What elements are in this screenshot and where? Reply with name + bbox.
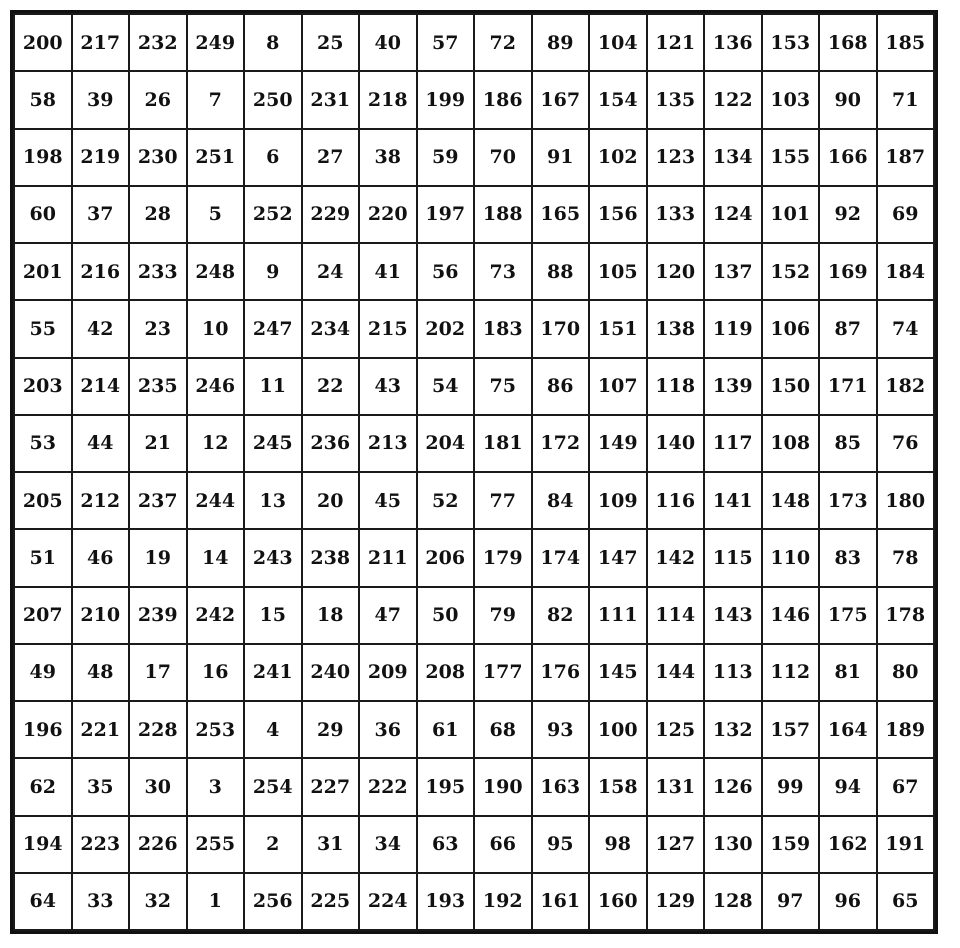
grid-cell: 255 (187, 816, 245, 873)
grid-cell: 196 (14, 701, 72, 758)
grid-cell: 154 (589, 71, 647, 128)
grid-cell: 6 (244, 129, 302, 186)
grid-cell: 125 (647, 701, 705, 758)
grid-cell: 164 (819, 701, 877, 758)
grid-cell: 178 (877, 587, 935, 644)
grid-cell: 131 (647, 758, 705, 815)
grid-cell: 167 (532, 71, 590, 128)
grid-cell: 91 (532, 129, 590, 186)
grid-cell: 192 (474, 873, 532, 930)
grid-cell: 173 (819, 472, 877, 529)
grid-cell: 5 (187, 186, 245, 243)
grid-cell: 51 (14, 529, 72, 586)
grid-cell: 120 (647, 243, 705, 300)
grid-row (14, 14, 934, 71)
grid-cell: 104 (589, 14, 647, 71)
magic-square-table (13, 13, 935, 931)
grid-cell: 87 (819, 300, 877, 357)
grid-cell: 216 (72, 243, 130, 300)
grid-cell: 19 (129, 529, 187, 586)
grid-cell: 221 (72, 701, 130, 758)
grid-cell: 163 (532, 758, 590, 815)
grid-row (14, 71, 934, 128)
grid-cell: 208 (417, 644, 475, 701)
grid-cell: 179 (474, 529, 532, 586)
grid-cell: 139 (704, 358, 762, 415)
grid-cell: 148 (762, 472, 820, 529)
grid-cell: 235 (129, 358, 187, 415)
grid-cell: 72 (474, 14, 532, 71)
grid-cell: 198 (14, 129, 72, 186)
grid-cell: 4 (244, 701, 302, 758)
grid-cell: 23 (129, 300, 187, 357)
grid-cell: 137 (704, 243, 762, 300)
grid-cell: 112 (762, 644, 820, 701)
grid-cell: 111 (589, 587, 647, 644)
grid-cell: 33 (72, 873, 130, 930)
grid-cell: 14 (187, 529, 245, 586)
grid-cell: 75 (474, 358, 532, 415)
grid-cell: 115 (704, 529, 762, 586)
grid-cell: 212 (72, 472, 130, 529)
grid-cell: 25 (302, 14, 360, 71)
grid-cell: 24 (302, 243, 360, 300)
grid-row (14, 873, 934, 930)
grid-cell: 107 (589, 358, 647, 415)
grid-cell: 213 (359, 415, 417, 472)
grid-cell: 217 (72, 14, 130, 71)
grid-cell: 199 (417, 71, 475, 128)
grid-cell: 242 (187, 587, 245, 644)
grid-cell: 52 (417, 472, 475, 529)
grid-cell: 80 (877, 644, 935, 701)
grid-cell: 20 (302, 472, 360, 529)
grid-cell: 81 (819, 644, 877, 701)
grid-cell: 171 (819, 358, 877, 415)
grid-cell: 135 (647, 71, 705, 128)
grid-cell: 70 (474, 129, 532, 186)
grid-cell: 174 (532, 529, 590, 586)
grid-cell: 176 (532, 644, 590, 701)
grid-cell: 166 (819, 129, 877, 186)
grid-row (14, 358, 934, 415)
grid-cell: 206 (417, 529, 475, 586)
grid-cell: 243 (244, 529, 302, 586)
grid-row (14, 529, 934, 586)
grid-cell: 18 (302, 587, 360, 644)
grid-cell: 143 (704, 587, 762, 644)
grid-cell: 121 (647, 14, 705, 71)
grid-cell: 140 (647, 415, 705, 472)
grid-cell: 186 (474, 71, 532, 128)
grid-row (14, 758, 934, 815)
grid-cell: 182 (877, 358, 935, 415)
grid-row (14, 816, 934, 873)
grid-cell: 77 (474, 472, 532, 529)
grid-cell: 109 (589, 472, 647, 529)
grid-cell: 106 (762, 300, 820, 357)
grid-cell: 215 (359, 300, 417, 357)
grid-cell: 99 (762, 758, 820, 815)
grid-cell: 15 (244, 587, 302, 644)
grid-cell: 256 (244, 873, 302, 930)
grid-cell: 13 (244, 472, 302, 529)
grid-cell: 138 (647, 300, 705, 357)
grid-cell: 160 (589, 873, 647, 930)
grid-cell: 67 (877, 758, 935, 815)
grid-cell: 183 (474, 300, 532, 357)
grid-cell: 36 (359, 701, 417, 758)
grid-cell: 92 (819, 186, 877, 243)
grid-cell: 150 (762, 358, 820, 415)
grid-cell: 60 (14, 186, 72, 243)
grid-cell: 250 (244, 71, 302, 128)
grid-cell: 38 (359, 129, 417, 186)
grid-cell: 44 (72, 415, 130, 472)
grid-cell: 118 (647, 358, 705, 415)
grid-cell: 59 (417, 129, 475, 186)
grid-cell: 108 (762, 415, 820, 472)
grid-cell: 181 (474, 415, 532, 472)
grid-cell: 39 (72, 71, 130, 128)
grid-cell: 79 (474, 587, 532, 644)
grid-cell: 132 (704, 701, 762, 758)
grid-cell: 241 (244, 644, 302, 701)
grid-cell: 246 (187, 358, 245, 415)
grid-cell: 34 (359, 816, 417, 873)
grid-cell: 253 (187, 701, 245, 758)
grid-cell: 124 (704, 186, 762, 243)
grid-cell: 222 (359, 758, 417, 815)
grid-cell: 50 (417, 587, 475, 644)
grid-cell: 123 (647, 129, 705, 186)
grid-cell: 96 (819, 873, 877, 930)
grid-cell: 239 (129, 587, 187, 644)
grid-cell: 17 (129, 644, 187, 701)
grid-cell: 165 (532, 186, 590, 243)
grid-cell: 97 (762, 873, 820, 930)
grid-row (14, 300, 934, 357)
grid-cell: 128 (704, 873, 762, 930)
grid-cell: 233 (129, 243, 187, 300)
grid-cell: 29 (302, 701, 360, 758)
grid-cell: 83 (819, 529, 877, 586)
grid-cell: 130 (704, 816, 762, 873)
grid-cell: 189 (877, 701, 935, 758)
grid-cell: 55 (14, 300, 72, 357)
grid-cell: 249 (187, 14, 245, 71)
grid-cell: 126 (704, 758, 762, 815)
grid-cell: 251 (187, 129, 245, 186)
grid-cell: 41 (359, 243, 417, 300)
grid-cell: 223 (72, 816, 130, 873)
grid-cell: 95 (532, 816, 590, 873)
grid-cell: 122 (704, 71, 762, 128)
grid-cell: 16 (187, 644, 245, 701)
grid-row (14, 644, 934, 701)
grid-cell: 232 (129, 14, 187, 71)
grid-cell: 248 (187, 243, 245, 300)
grid-cell: 85 (819, 415, 877, 472)
grid-cell: 84 (532, 472, 590, 529)
grid-cell: 63 (417, 816, 475, 873)
grid-cell: 151 (589, 300, 647, 357)
grid-cell: 114 (647, 587, 705, 644)
grid-cell: 127 (647, 816, 705, 873)
grid-cell: 40 (359, 14, 417, 71)
grid-cell: 203 (14, 358, 72, 415)
grid-row (14, 701, 934, 758)
grid-cell: 26 (129, 71, 187, 128)
grid-cell: 187 (877, 129, 935, 186)
grid-cell: 53 (14, 415, 72, 472)
grid-cell: 209 (359, 644, 417, 701)
grid-cell: 3 (187, 758, 245, 815)
grid-cell: 141 (704, 472, 762, 529)
grid-cell: 8 (244, 14, 302, 71)
grid-cell: 227 (302, 758, 360, 815)
grid-cell: 68 (474, 701, 532, 758)
grid-cell: 161 (532, 873, 590, 930)
grid-cell: 157 (762, 701, 820, 758)
grid-cell: 220 (359, 186, 417, 243)
grid-cell: 116 (647, 472, 705, 529)
grid-cell: 244 (187, 472, 245, 529)
grid-cell: 158 (589, 758, 647, 815)
grid-cell: 7 (187, 71, 245, 128)
grid-cell: 105 (589, 243, 647, 300)
grid-cell: 149 (589, 415, 647, 472)
grid-cell: 110 (762, 529, 820, 586)
grid-cell: 177 (474, 644, 532, 701)
grid-cell: 236 (302, 415, 360, 472)
grid-cell: 47 (359, 587, 417, 644)
grid-cell: 98 (589, 816, 647, 873)
grid-cell: 200 (14, 14, 72, 71)
grid-row (14, 587, 934, 644)
grid-cell: 74 (877, 300, 935, 357)
grid-cell: 31 (302, 816, 360, 873)
grid-cell: 155 (762, 129, 820, 186)
grid-cell: 188 (474, 186, 532, 243)
grid-cell: 49 (14, 644, 72, 701)
grid-cell: 252 (244, 186, 302, 243)
grid-cell: 56 (417, 243, 475, 300)
grid-cell: 46 (72, 529, 130, 586)
grid-cell: 58 (14, 71, 72, 128)
grid-cell: 28 (129, 186, 187, 243)
grid-cell: 230 (129, 129, 187, 186)
grid-cell: 10 (187, 300, 245, 357)
grid-cell: 245 (244, 415, 302, 472)
grid-cell: 66 (474, 816, 532, 873)
grid-cell: 62 (14, 758, 72, 815)
grid-cell: 43 (359, 358, 417, 415)
grid-cell: 156 (589, 186, 647, 243)
grid-cell: 234 (302, 300, 360, 357)
grid-cell: 32 (129, 873, 187, 930)
grid-cell: 193 (417, 873, 475, 930)
grid-cell: 159 (762, 816, 820, 873)
grid-cell: 12 (187, 415, 245, 472)
grid-cell: 101 (762, 186, 820, 243)
grid-cell: 133 (647, 186, 705, 243)
magic-square-body (14, 14, 934, 930)
grid-cell: 73 (474, 243, 532, 300)
grid-cell: 37 (72, 186, 130, 243)
grid-cell: 202 (417, 300, 475, 357)
grid-cell: 219 (72, 129, 130, 186)
grid-cell: 169 (819, 243, 877, 300)
grid-cell: 205 (14, 472, 72, 529)
grid-cell: 93 (532, 701, 590, 758)
grid-cell: 153 (762, 14, 820, 71)
grid-cell: 76 (877, 415, 935, 472)
grid-cell: 30 (129, 758, 187, 815)
magic-square-frame (10, 10, 938, 934)
grid-cell: 57 (417, 14, 475, 71)
grid-cell: 35 (72, 758, 130, 815)
grid-cell: 119 (704, 300, 762, 357)
grid-cell: 185 (877, 14, 935, 71)
grid-cell: 82 (532, 587, 590, 644)
grid-row (14, 129, 934, 186)
grid-cell: 175 (819, 587, 877, 644)
grid-cell: 134 (704, 129, 762, 186)
grid-cell: 78 (877, 529, 935, 586)
grid-cell: 240 (302, 644, 360, 701)
grid-cell: 184 (877, 243, 935, 300)
grid-cell: 228 (129, 701, 187, 758)
grid-cell: 152 (762, 243, 820, 300)
grid-cell: 191 (877, 816, 935, 873)
grid-cell: 229 (302, 186, 360, 243)
grid-cell: 170 (532, 300, 590, 357)
grid-cell: 145 (589, 644, 647, 701)
grid-cell: 194 (14, 816, 72, 873)
grid-cell: 237 (129, 472, 187, 529)
grid-cell: 42 (72, 300, 130, 357)
grid-cell: 129 (647, 873, 705, 930)
grid-cell: 64 (14, 873, 72, 930)
grid-cell: 21 (129, 415, 187, 472)
grid-cell: 207 (14, 587, 72, 644)
grid-cell: 190 (474, 758, 532, 815)
grid-cell: 204 (417, 415, 475, 472)
grid-cell: 225 (302, 873, 360, 930)
grid-cell: 90 (819, 71, 877, 128)
grid-cell: 2 (244, 816, 302, 873)
grid-cell: 180 (877, 472, 935, 529)
grid-cell: 247 (244, 300, 302, 357)
grid-cell: 71 (877, 71, 935, 128)
grid-cell: 172 (532, 415, 590, 472)
grid-cell: 102 (589, 129, 647, 186)
grid-cell: 103 (762, 71, 820, 128)
grid-cell: 136 (704, 14, 762, 71)
grid-cell: 54 (417, 358, 475, 415)
grid-cell: 22 (302, 358, 360, 415)
grid-cell: 45 (359, 472, 417, 529)
grid-cell: 94 (819, 758, 877, 815)
grid-cell: 168 (819, 14, 877, 71)
grid-cell: 144 (647, 644, 705, 701)
grid-cell: 11 (244, 358, 302, 415)
grid-cell: 197 (417, 186, 475, 243)
grid-row (14, 186, 934, 243)
grid-cell: 224 (359, 873, 417, 930)
grid-row (14, 243, 934, 300)
grid-cell: 9 (244, 243, 302, 300)
grid-row (14, 472, 934, 529)
grid-cell: 201 (14, 243, 72, 300)
grid-cell: 226 (129, 816, 187, 873)
grid-cell: 210 (72, 587, 130, 644)
grid-row (14, 415, 934, 472)
grid-cell: 113 (704, 644, 762, 701)
grid-cell: 162 (819, 816, 877, 873)
grid-cell: 86 (532, 358, 590, 415)
grid-cell: 69 (877, 186, 935, 243)
grid-cell: 218 (359, 71, 417, 128)
grid-cell: 254 (244, 758, 302, 815)
grid-cell: 88 (532, 243, 590, 300)
grid-cell: 231 (302, 71, 360, 128)
grid-cell: 214 (72, 358, 130, 415)
grid-cell: 117 (704, 415, 762, 472)
grid-cell: 61 (417, 701, 475, 758)
grid-cell: 89 (532, 14, 590, 71)
grid-cell: 211 (359, 529, 417, 586)
grid-cell: 1 (187, 873, 245, 930)
grid-cell: 142 (647, 529, 705, 586)
grid-cell: 147 (589, 529, 647, 586)
grid-cell: 238 (302, 529, 360, 586)
grid-cell: 27 (302, 129, 360, 186)
grid-cell: 48 (72, 644, 130, 701)
grid-cell: 146 (762, 587, 820, 644)
grid-cell: 65 (877, 873, 935, 930)
grid-cell: 195 (417, 758, 475, 815)
grid-cell: 100 (589, 701, 647, 758)
